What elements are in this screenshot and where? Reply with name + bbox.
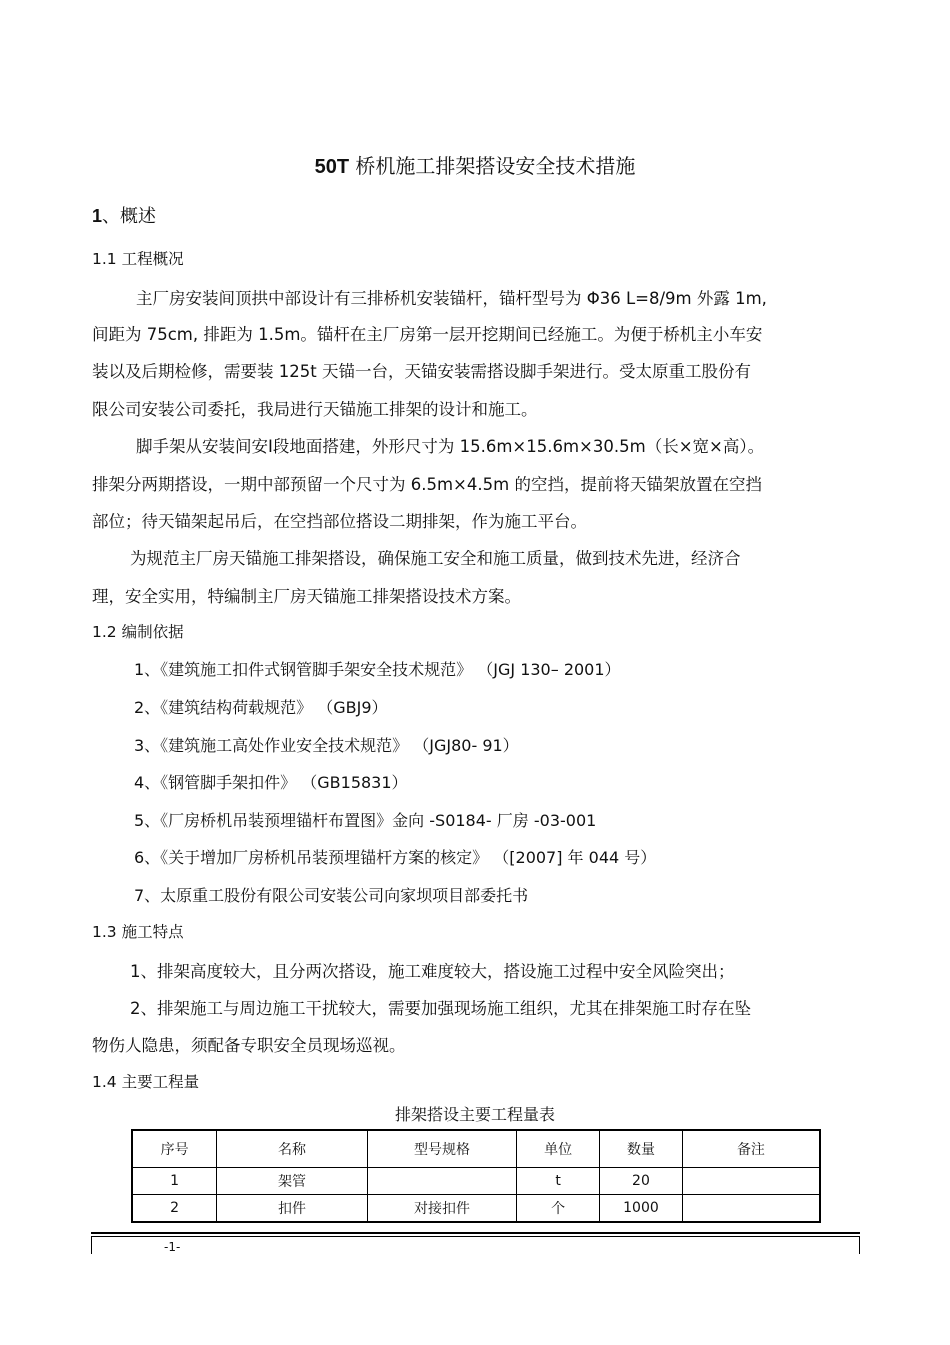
title-text: 桥机施工排架搭设安全技术措施 xyxy=(349,154,636,178)
table-cell xyxy=(682,1195,820,1223)
subsection-heading-1-3: 1.3 施工特点 xyxy=(92,923,184,941)
footer-edge-right xyxy=(859,1236,860,1254)
footer-rule xyxy=(91,1232,860,1234)
table-cell xyxy=(367,1168,517,1195)
title-prefix: 50T xyxy=(314,156,350,178)
table-cell: 20 xyxy=(600,1168,683,1195)
table-caption: 排架搭设主要工程量表 xyxy=(394,1105,555,1124)
section-heading-1 xyxy=(92,202,156,228)
paragraph-line: 部位；待天锚架起吊后，在空挡部位搭设二期排架，作为施工平台。 xyxy=(92,512,587,531)
paragraph-line: 主厂房安装间顶拱中部设计有三排桥机安装锚杆，锚杆型号为 Φ36 L=8/9m 外露 1m, xyxy=(136,289,767,308)
paragraph-line: 脚手架从安装间安Ⅰ段地面搭建，外形尺寸为 15.6m×15.6m×30.5m（长×宽×高）。 xyxy=(136,437,765,456)
table-cell: 2 xyxy=(132,1195,217,1223)
table-cell: 1 xyxy=(132,1168,217,1195)
table-cell: t xyxy=(517,1168,600,1195)
reference-item: 7、太原重工股份有限公司安装公司向家坝项目部委托书 xyxy=(134,886,529,905)
paragraph-line: 间距为 75cm, 排距为 1.5m。锚杆在主厂房第一层开挖期间已经施工。为便于桥机主小车安 xyxy=(92,325,763,344)
quantity-table xyxy=(131,1129,821,1223)
section-number: 1 xyxy=(92,206,103,226)
table-header-row xyxy=(132,1130,820,1168)
reference-item: 2、《建筑结构荷载规范》 （GBJ9） xyxy=(134,698,388,717)
reference-item: 3、《建筑施工高处作业安全技术规范》 （JGJ80- 91） xyxy=(134,736,519,755)
table-cell: 个 xyxy=(517,1195,600,1223)
feature-item: 1、排架高度较大，且分两次搭设，施工难度较大，搭设施工过程中安全风险突出； xyxy=(130,962,735,981)
document-title xyxy=(0,150,950,179)
table-cell: 对接扣件 xyxy=(367,1195,517,1223)
paragraph-line: 装以及后期检修，需要装 125t 天锚一台，天锚安装需搭设脚手架进行。受太原重工股份有 xyxy=(92,362,751,381)
paragraph-line: 排架分两期搭设，一期中部预留一个尺寸为 6.5m×4.5m 的空挡，提前将天锚架放置在空挡 xyxy=(92,475,762,494)
subsection-heading-1-1: 1.1 工程概况 xyxy=(92,250,184,268)
table-cell: 扣件 xyxy=(217,1195,368,1223)
footer-edge-left xyxy=(91,1236,92,1254)
column-header: 单位 xyxy=(517,1130,600,1168)
feature-item: 2、排架施工与周边施工干扰较大，需要加强现场施工组织，尤其在排架施工时存在坠 xyxy=(130,999,751,1018)
reference-item: 5、《厂房桥机吊装预埋锚杆布置图》金向 -S0184- 厂房 -03-001 xyxy=(134,811,597,830)
section-title: 、概述 xyxy=(102,206,157,227)
footer-rule-thin xyxy=(91,1236,860,1237)
paragraph-line: 为规范主厂房天锚施工排架搭设，确保施工安全和施工质量，做到技术先进，经济合 xyxy=(130,549,741,568)
table-cell: 1000 xyxy=(600,1195,683,1223)
column-header: 数量 xyxy=(600,1130,683,1168)
subsection-heading-1-2: 1.2 编制依据 xyxy=(92,623,184,641)
column-header: 备注 xyxy=(682,1130,820,1168)
table-row xyxy=(132,1168,820,1195)
reference-item: 1、《建筑施工扣件式钢管脚手架安全技术规范》 （JGJ 130– 2001） xyxy=(134,660,621,679)
column-header: 序号 xyxy=(132,1130,217,1168)
column-header: 名称 xyxy=(217,1130,368,1168)
paragraph-line: 限公司安装公司委托，我局进行天锚施工排架的设计和施工。 xyxy=(92,400,538,419)
reference-item: 4、《钢管脚手架扣件》 （GB15831） xyxy=(134,773,408,792)
reference-item: 6、《关于增加厂房桥机吊装预埋锚杆方案的核定》 （[2007] 年 044 号） xyxy=(134,848,657,867)
feature-item: 物伤人隐患，须配备专职安全员现场巡视。 xyxy=(92,1036,406,1055)
table-cell xyxy=(682,1168,820,1195)
page-number: -1- xyxy=(164,1240,181,1254)
table-cell: 架管 xyxy=(217,1168,368,1195)
paragraph-line: 理，安全实用，特编制主厂房天锚施工排架搭设技术方案。 xyxy=(92,587,521,606)
column-header: 型号规格 xyxy=(367,1130,517,1168)
table-row xyxy=(132,1195,820,1223)
subsection-heading-1-4: 1.4 主要工程量 xyxy=(92,1073,200,1091)
